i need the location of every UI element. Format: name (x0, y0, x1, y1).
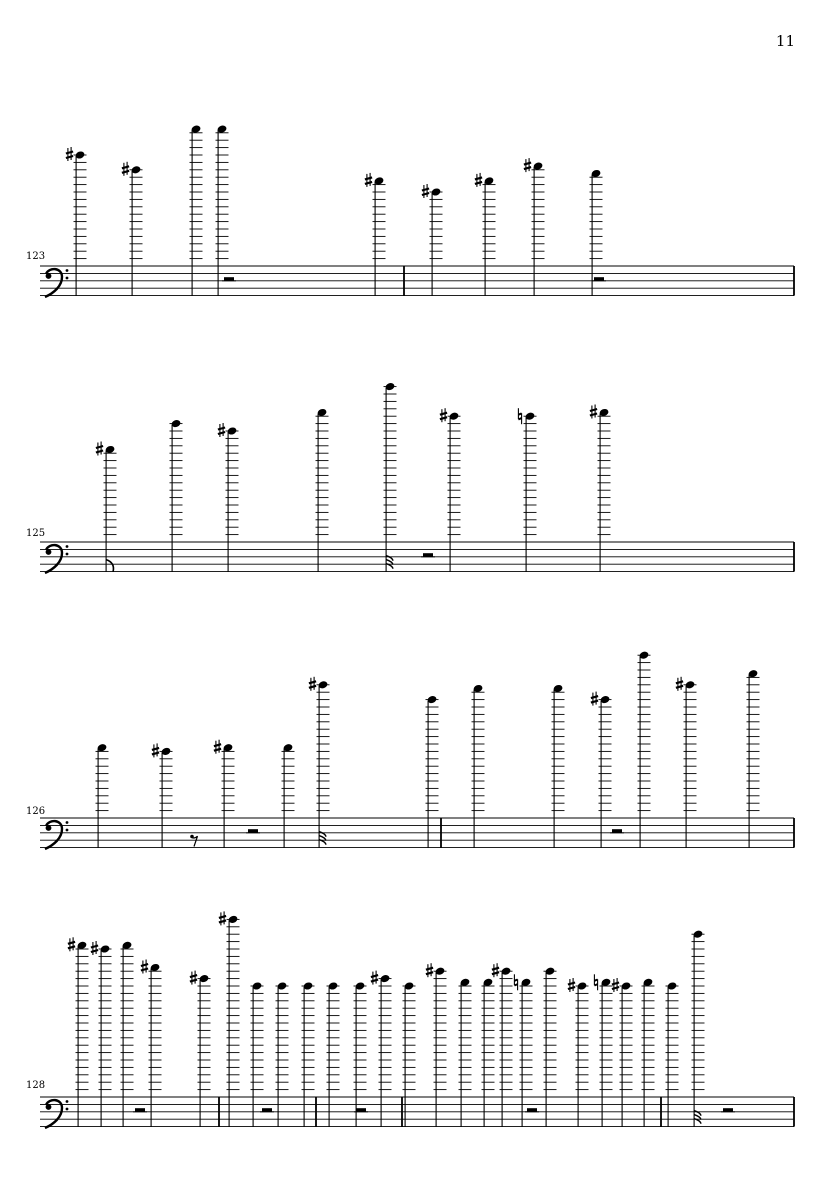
sharp-sign (68, 937, 75, 951)
note (91, 941, 112, 1127)
note (214, 740, 235, 848)
natural-sign (518, 408, 521, 424)
note (96, 743, 109, 848)
note (426, 963, 447, 1126)
note (365, 173, 386, 296)
note (544, 966, 557, 1126)
staff-system (40, 911, 794, 1128)
sharp-sign (440, 408, 447, 422)
half-rest (527, 1108, 537, 1112)
note (190, 124, 203, 295)
note (219, 911, 240, 1126)
sharp-sign (422, 184, 429, 198)
note (676, 677, 697, 848)
half-rest (224, 277, 234, 281)
note (371, 971, 392, 1127)
sharp-sign (365, 173, 372, 187)
sharp-sign (214, 740, 221, 754)
natural-sign (514, 974, 517, 990)
measure-number: 126 (26, 806, 46, 817)
sharp-sign (475, 173, 482, 187)
note (492, 963, 513, 1126)
sharp-sign (309, 677, 316, 691)
note (747, 669, 760, 848)
note (282, 743, 295, 848)
note (524, 158, 545, 296)
sharp-sign (218, 423, 225, 437)
sharp-sign (590, 405, 597, 419)
measure-number: 128 (26, 1080, 46, 1091)
measure-number: 123 (26, 251, 46, 262)
measure-number: 125 (26, 528, 46, 539)
note (190, 971, 211, 1127)
note (309, 677, 330, 848)
natural-sign (594, 974, 597, 990)
note (68, 937, 89, 1126)
half-rest (723, 1108, 733, 1112)
sharp-sign (190, 971, 197, 985)
note (472, 684, 485, 848)
note (514, 974, 532, 1126)
note (122, 162, 143, 296)
note (594, 974, 612, 1126)
sharp-sign (612, 978, 619, 992)
staff-system (40, 382, 794, 573)
note (170, 419, 183, 572)
sharp-sign (122, 162, 129, 176)
half-rest (594, 277, 604, 281)
sharp-sign (96, 442, 103, 456)
half-rest (135, 1108, 145, 1112)
staff-system (40, 650, 794, 849)
note (96, 442, 117, 572)
sharp-sign (141, 960, 148, 974)
half-rest (612, 829, 622, 833)
note (141, 960, 162, 1127)
sharp-sign (524, 158, 531, 172)
sharp-sign (91, 941, 98, 955)
note (316, 408, 329, 572)
note (475, 173, 496, 296)
sharp-sign (568, 978, 575, 992)
half-rest (356, 1108, 366, 1112)
half-rest (423, 553, 433, 557)
note (216, 124, 229, 295)
sharp-sign (219, 911, 226, 925)
sharp-sign (152, 743, 159, 757)
flag (106, 560, 113, 572)
note (590, 169, 603, 296)
note (384, 382, 397, 572)
note (590, 405, 611, 572)
sharp-sign (371, 971, 378, 985)
sharp-sign (426, 963, 433, 977)
sharp-sign (66, 147, 73, 161)
half-rest (248, 829, 258, 833)
note (426, 695, 439, 848)
page-number: 11 (775, 32, 795, 50)
sharp-sign (591, 692, 598, 706)
note (552, 684, 565, 848)
sharp-sign (492, 963, 499, 977)
note (152, 743, 173, 847)
staff-system (40, 124, 794, 297)
sharp-sign (676, 677, 683, 691)
note (518, 408, 536, 571)
note (440, 408, 461, 571)
note (591, 692, 612, 848)
note (121, 941, 134, 1127)
note (422, 184, 443, 296)
half-rest (262, 1108, 272, 1112)
